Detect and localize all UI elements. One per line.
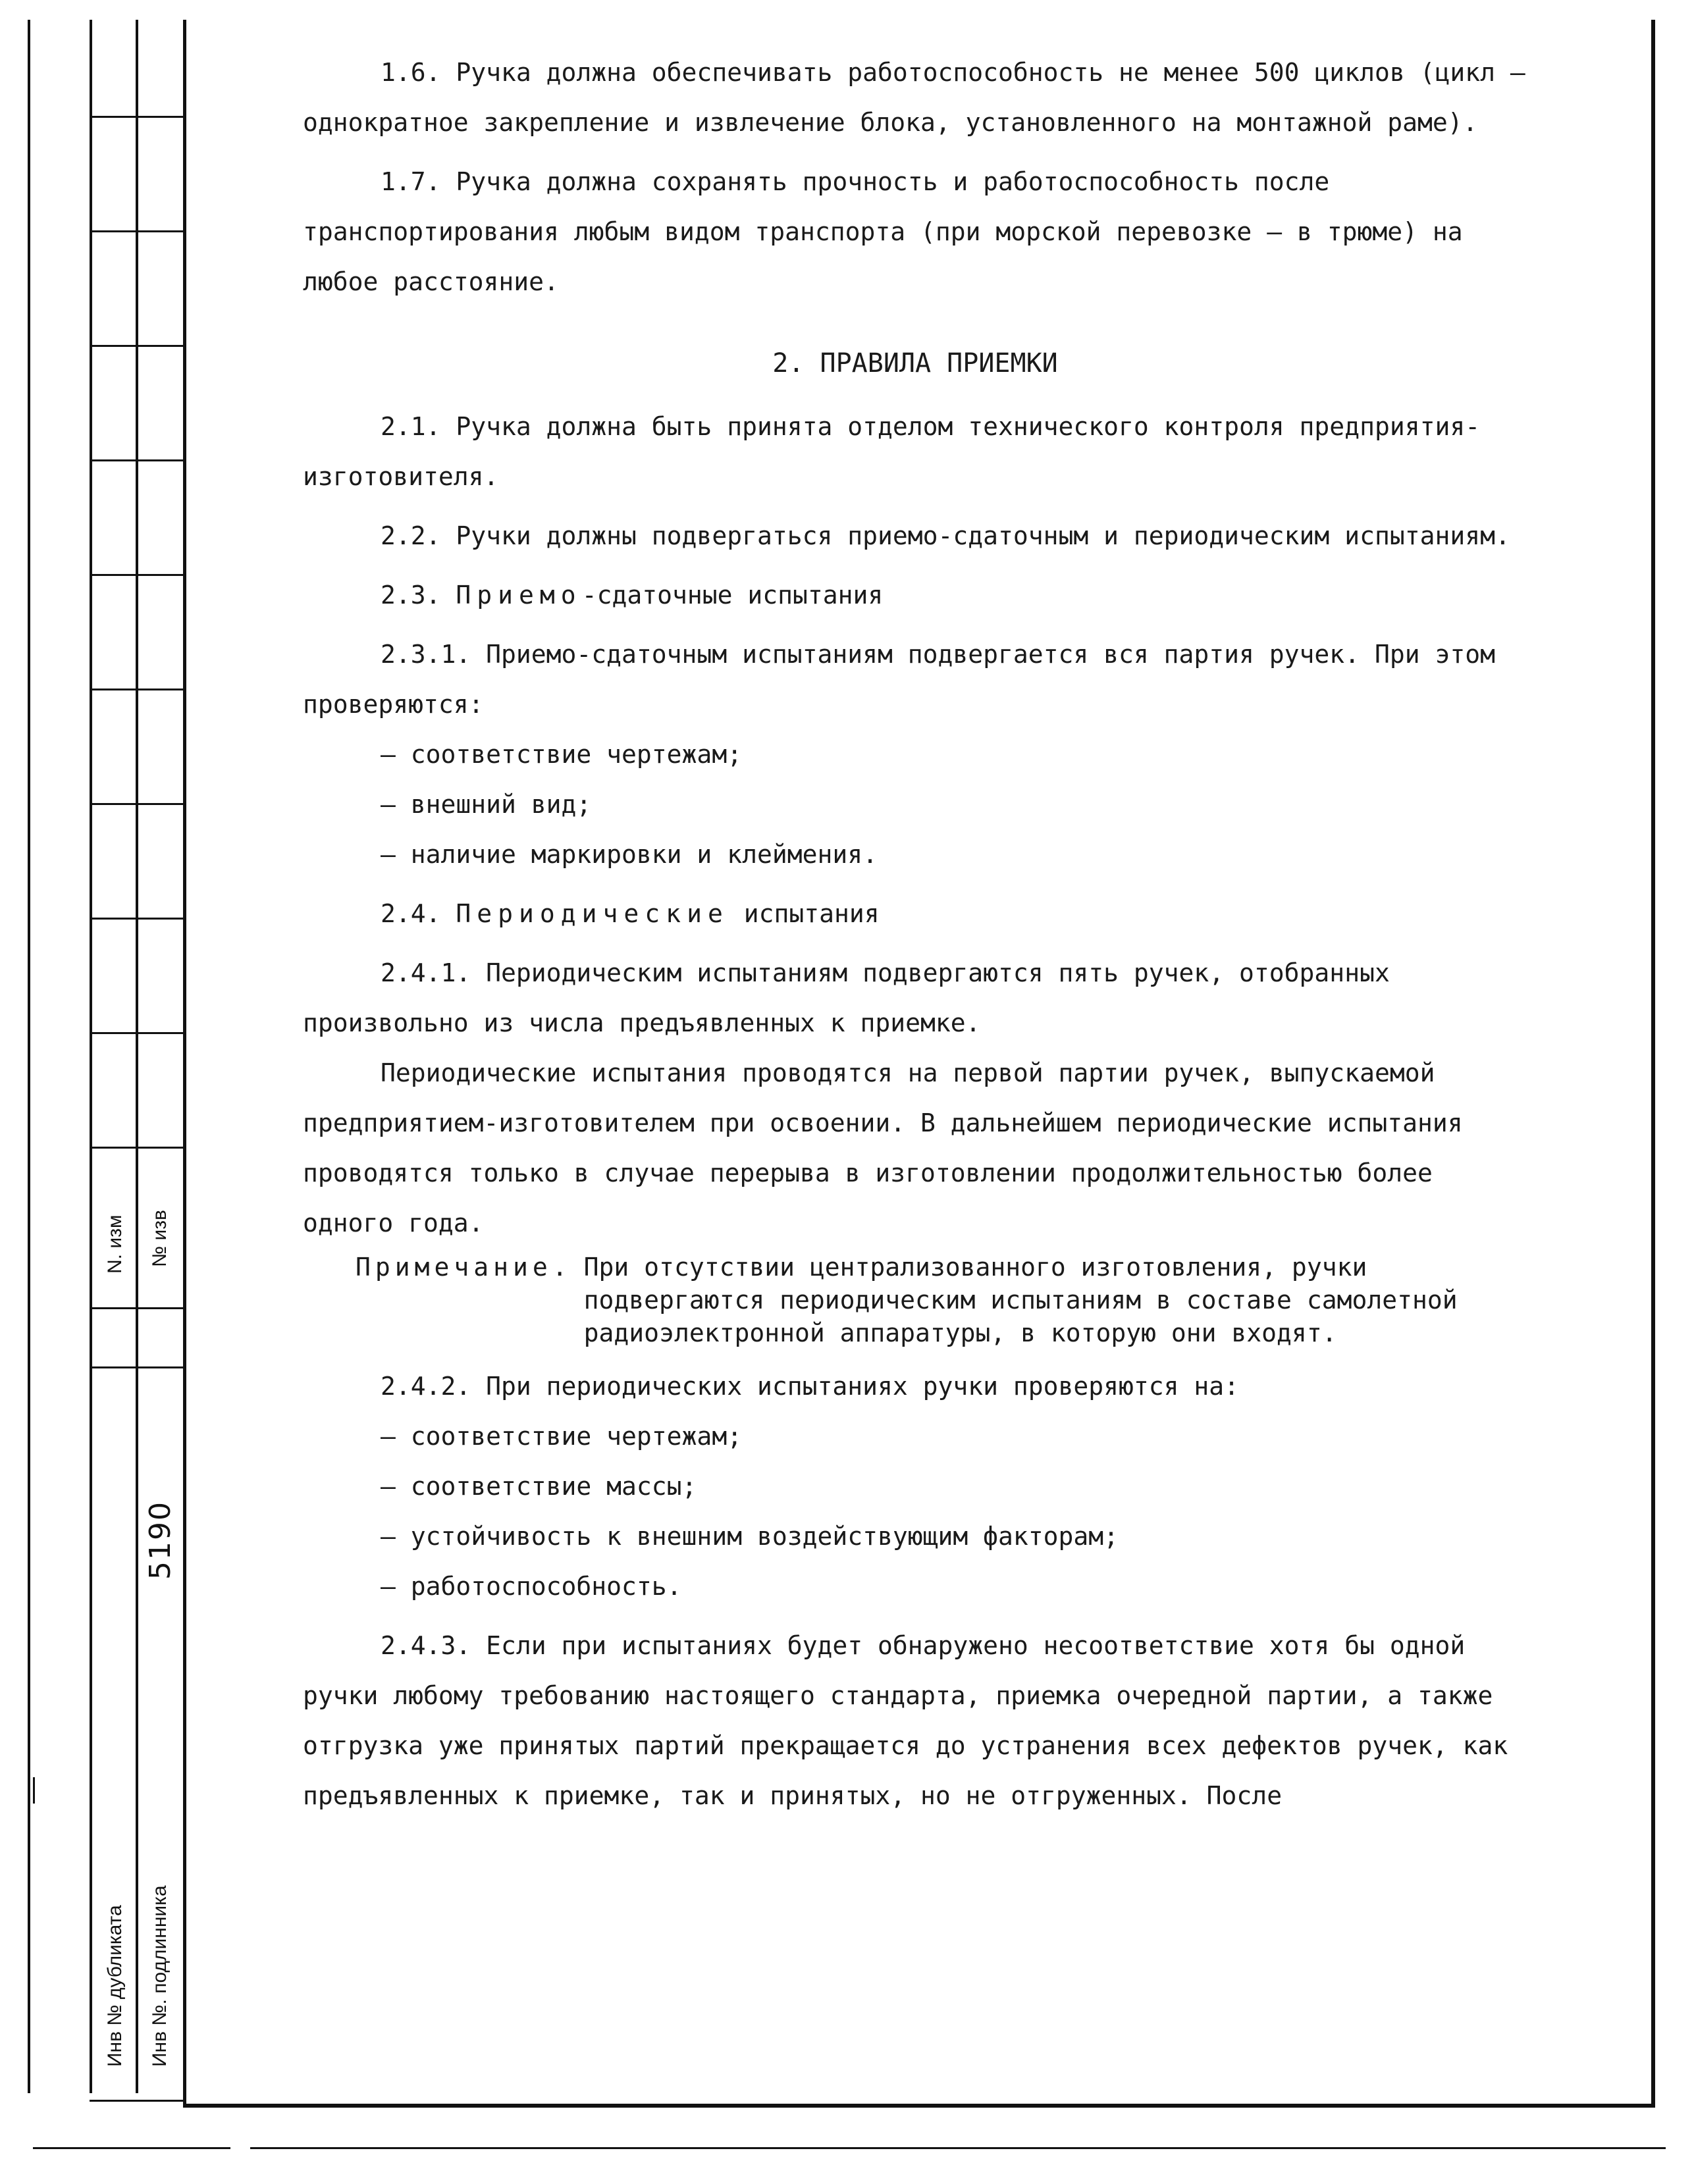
- document-body: [303, 47, 1527, 1821]
- grid-line: [90, 345, 184, 347]
- grid-line: [90, 116, 184, 118]
- grid-line: [90, 1147, 184, 1149]
- grid-line: [90, 459, 184, 461]
- frame-bottom-line: [183, 2104, 1655, 2108]
- paragraph-2-4-1: 2.4.1. Периодическим испытаниям подвергаются пять ручек, отобранных произвольно из числа предъявленных к приемке.: [303, 958, 1390, 1037]
- sparse-word: Приемо: [456, 581, 582, 610]
- grid-line: [90, 1032, 184, 1034]
- page-edge-line-right: [250, 2147, 1666, 2149]
- binding-mark: [33, 1777, 35, 1804]
- list-item: – устойчивость к внешним воздействующим факторам;: [381, 1522, 1119, 1551]
- paragraph-2-4-2: 2.4.2. При периодических испытаниях ручки проверяются на:: [381, 1372, 1240, 1401]
- grid-line: [90, 918, 184, 920]
- paragraph-1-7: 1.7. Ручка должна сохранять прочность и работоспособность после транспортирования любым видом транспорта (при морской перевозке – в трюме) на любое расстояние.: [303, 167, 1463, 296]
- list-item: – соответствие массы;: [381, 1472, 697, 1501]
- subsection-title-rest: -сдаточные испытания: [581, 581, 884, 610]
- sparse-word: Периодические: [456, 899, 729, 928]
- duplicate-inv-label: Инв № дубликата: [104, 1905, 126, 2067]
- paragraph-2-3-1: 2.3.1. Приемо-сдаточным испытаниям подвергается вся партия ручек. При этом проверяются:: [303, 640, 1495, 719]
- page-edge-line-left: [33, 2147, 230, 2149]
- list-item: – наличие маркировки и клеймения.: [381, 840, 878, 869]
- grid-line: [90, 689, 184, 690]
- grid-line: [90, 1366, 184, 1368]
- frame-mid-line-1: [90, 20, 92, 2093]
- note-text: При отсутствии централизованного изготовления, ручки подвергаются периодическим испытаниям в составе самолетной радиоэлектронной аппаратуры, в которую они входят.: [583, 1253, 1458, 1347]
- frame-left-line: [28, 20, 30, 2093]
- paragraph-periodic: Периодические испытания проводятся на первой партии ручек, выпускаемой предприятием-изготовителем при освоении. В дальнейшем периодические испытания проводятся только в случае перерыва в изготовлении продолжительностью более одного года.: [303, 1058, 1463, 1237]
- paragraph-1-6: 1.6. Ручка должна обеспечивать работоспособность не менее 500 циклов (цикл – однократное закрепление и извлечение блока, установленного на монтажной раме).: [303, 58, 1525, 137]
- grid-line: [90, 803, 184, 805]
- list-item: – работоспособность.: [381, 1572, 682, 1601]
- izm-label: N. изм: [104, 1214, 126, 1274]
- frame-mid-line-2: [136, 20, 138, 2093]
- paragraph-2-1: 2.1. Ручка должна быть принята отделом технического контроля предприятия-изготовителя.: [303, 412, 1481, 491]
- list-item: – внешний вид;: [381, 790, 592, 819]
- note-label: Примечание.: [356, 1253, 572, 1282]
- list-item: – соответствие чертежам;: [381, 1422, 743, 1451]
- section-2-title: 2. ПРАВИЛА ПРИЕМКИ: [772, 348, 1058, 378]
- frame-inner-line: [183, 20, 186, 2106]
- subsection-title-rest: испытания: [728, 899, 880, 928]
- grid-line: [90, 2100, 184, 2102]
- original-inv-label: Инв №. подлинника: [149, 1885, 171, 2067]
- grid-line: [90, 574, 184, 576]
- grid-line: [90, 230, 184, 232]
- paragraph-2-2: 2.2. Ручки должны подвергаться приемо-сдаточным и периодическим испытаниям.: [381, 521, 1510, 550]
- subsection-number: 2.3.: [381, 581, 441, 610]
- subsection-2-4-title: [303, 889, 1527, 939]
- izv-label: № изв: [149, 1210, 171, 1267]
- list-item: – соответствие чертежам;: [381, 740, 743, 769]
- note-block: [356, 1251, 1527, 1349]
- paragraph-2-4-3: 2.4.3. Если при испытаниях будет обнаружено несоответствие хотя бы одной ручки любому требованию настоящего стандарта, приемка очередной партии, а также отгрузка уже принятых партий прекращается до устранения всех дефектов ручек, как предъявленных к приемке, так и принятых, но не отгруженных. После: [303, 1631, 1508, 1810]
- document-number: 5190: [144, 1501, 177, 1580]
- subsection-2-3-title: [303, 570, 1527, 620]
- grid-line: [90, 1307, 184, 1309]
- frame-right-line: [1651, 20, 1655, 2106]
- subsection-number: 2.4.: [381, 899, 441, 928]
